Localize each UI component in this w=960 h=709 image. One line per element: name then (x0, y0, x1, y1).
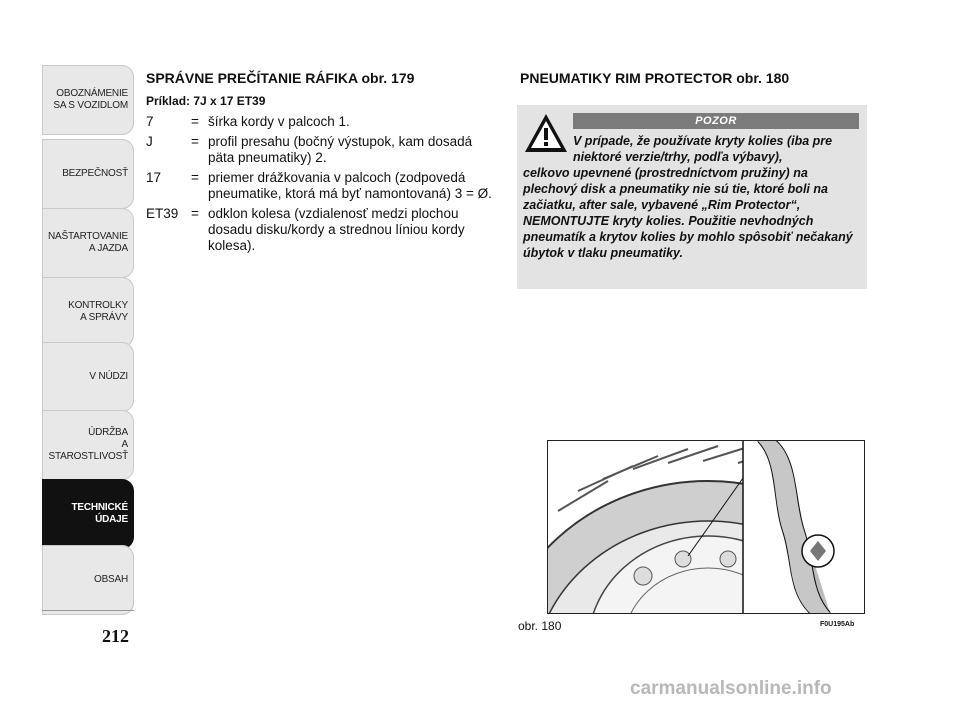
example-label: Príklad: 7J x 17 ET39 (146, 94, 266, 108)
section-title-ref: obr. 179 (361, 70, 415, 86)
warning-header: POZOR (573, 113, 859, 129)
page-number: 212 (102, 626, 129, 646)
definition-text: profil presahu (bočný výstupok, kam dosadá päta pneumatiky) 2. (208, 134, 473, 165)
watermark-text: carmanualsonline.info (630, 678, 832, 699)
definition-term: 17 (146, 170, 162, 185)
section-title-ref: obr. 180 (736, 70, 790, 86)
definition-term: 7 (146, 114, 154, 129)
tire-illustration (548, 441, 864, 613)
tab-technicke-udaje[interactable]: TECHNICKÉ ÚDAJE (42, 479, 134, 549)
tab-obsah[interactable]: OBSAH (42, 545, 134, 615)
warning-body: celkovo upevnené (prostredníctvom pružiny) na plechový disk a pneumatiky nie sú tie, ktoré boli na začiatku, after sale, vybavené „Rim Protector“, NEMONTUJTE kryty kolies. Použitie nevhodných pneumatík a krytov kolies by mohlo spôsobiť nečakaný úbytok v tlaku pneumatiky. (523, 166, 853, 260)
section-title-text: SPRÁVNE PREČÍTANIE RÁFIKA (146, 70, 358, 86)
definition-equals: = (191, 170, 199, 185)
warning-box (517, 105, 867, 289)
rim-protector-figure (547, 440, 865, 614)
figure-code: F0U195Ab (820, 621, 855, 628)
definition-equals: = (191, 114, 199, 129)
definition-equals: = (191, 134, 199, 149)
definition-equals: = (191, 206, 199, 221)
definition-text: šírka kordy v palcoch 1. (208, 114, 350, 129)
rim-reading-section (146, 70, 496, 258)
definition-text: odklon kolesa (vzdialenosť medzi plochou dosadu disku/kordy a strednou líniou kordy kolesa). (208, 206, 465, 253)
tab-nastartovanie[interactable]: NAŠTARTOVANIE A JAZDA (42, 208, 134, 278)
section-title-text: PNEUMATIKY RIM PROTECTOR (520, 70, 733, 86)
warning-lead: V prípade, že používate kryty kolies (iba pre niektoré verzie/trhy, podľa výbavy), (573, 134, 833, 164)
page-rule (42, 610, 134, 611)
definition-row (146, 134, 496, 166)
definition-row (146, 114, 496, 130)
section-title (146, 70, 496, 86)
definition-row (146, 206, 496, 254)
definition-term: ET39 (146, 206, 179, 221)
rim-protector-section (520, 70, 870, 86)
definition-text: priemer drážkovania v palcoch (zodpovedá pneumatike, ktorá má byť namontovaná) 3 = Ø. (208, 170, 492, 201)
warning-text (523, 133, 859, 261)
tab-kontrolky[interactable]: KONTROLKY A SPRÁVY (42, 277, 134, 347)
tab-bezpecnost[interactable]: BEZPEČNOSŤ (42, 139, 134, 209)
section-title (520, 70, 870, 86)
definition-row (146, 170, 496, 202)
definition-term: J (146, 134, 153, 149)
tab-v-nudzi[interactable]: V NÚDZI (42, 342, 134, 412)
tab-udrzba[interactable]: ÚDRŽBA A STAROSTLIVOSŤ (42, 410, 134, 480)
figure-caption: obr. 180 (518, 619, 562, 633)
tab-oboznamenie[interactable]: OBOZNÁMENIE SA S VOZIDLOM (42, 65, 134, 135)
